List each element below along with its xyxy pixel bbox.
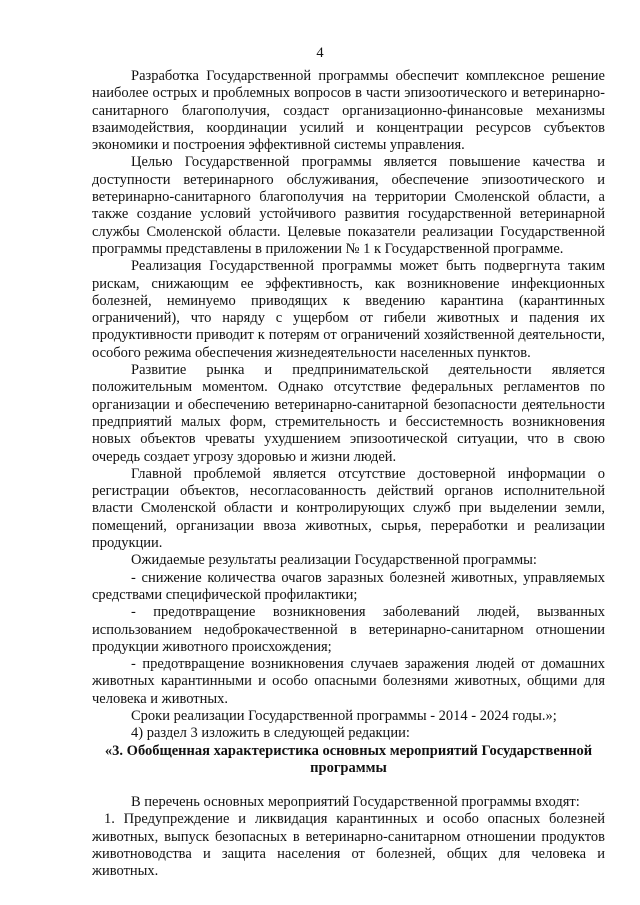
paragraph: Ожидаемые результаты реализации Государственной программы: (131, 552, 537, 569)
numbered-item: 1. Предупреждение и ликвидация карантинных и особо опасных болезней животных, выпуск безопасных в ветеринарно-санитарном отношении продуктов животноводства и защита населения от болезней, общих для человека и животных. (92, 811, 605, 880)
paragraph: В перечень основных мероприятий Государственной программы входят: (131, 794, 580, 811)
paragraph: Разработка Государственной программы обеспечит комплексное решение наиболее острых и проблемных вопросов в части эпизоотического и ветеринарно-санитарного благополучия, создаст организационно-финансовые механизмы взаимодействия, координации усилий и концентрации ресурсов субъектов экономики и построения эффективной системы управления. (92, 68, 605, 154)
list-item: - предотвращение возникновения случаев заражения людей от домашних животных карантинными и особо опасными болезнями животных, общими для человека и животных. (92, 656, 605, 707)
paragraph: Сроки реализации Государственной программы - 2014 - 2024 годы.»; (131, 707, 557, 724)
document-body (92, 68, 605, 881)
paragraph: Главной проблемой является отсутствие достоверной информации о регистрации объектов, несогласованность действий органов исполнительной власти Смоленской области и контролирующих служб при выделении земли, помещений, организации ввоза животных, сырья, переработки и реализации продукции. (92, 465, 605, 552)
section-heading: «3. Обобщенная характеристика основных мероприятий Государственной программы (104, 742, 593, 776)
paragraph: Реализация Государственной программы может быть подвергнута таким рискам, снижающим ее эффективность, как возникновение инфекционных болезней, неминуемо приводящих к введению карантина (карантинных ограничений), что наряду с ущербом от гибели животных и падения их продуктивности приводит к потерям от ограничений хозяйственной деятельности, особого режима обеспечения жизнедеятельности населенных пунктов. (92, 258, 605, 361)
list-item: - предотвращение возникновения заболеваний людей, вызванных использованием недоброкачественной в ветеринарно-санитарном отношении продукции животного происхождения; (92, 604, 605, 655)
paragraph: 4) раздел 3 изложить в следующей редакции: (131, 725, 410, 742)
page-number: 4 (316, 45, 324, 61)
list-item: - снижение количества очагов заразных болезней животных, управляемых средствами специфической профилактики; (92, 569, 605, 603)
paragraph: Целью Государственной программы является повышение качества и доступности ветеринарного обслуживания, обеспечение эпизоотического и ветеринарно-санитарного благополучия на территории Смоленской области, а также создание условий устойчивого развития государственной ветеринарной службы Смоленской области. Целевые показатели реализации Государственной программы представлены в приложении № 1 к Государственной программе. (92, 154, 605, 257)
paragraph: Развитие рынка и предпринимательской деятельности является положительным моментом. Однако отсутствие федеральных регламентов по организации и обеспечению ветеринарно-санитарной безопасности деятельности предприятий малых форм, стремительность и бессистемность возникновения новых объектов чреваты ухудшением эпизоотической ситуации, что в свою очередь создает угрозу здоровью и жизни людей. (92, 362, 605, 465)
